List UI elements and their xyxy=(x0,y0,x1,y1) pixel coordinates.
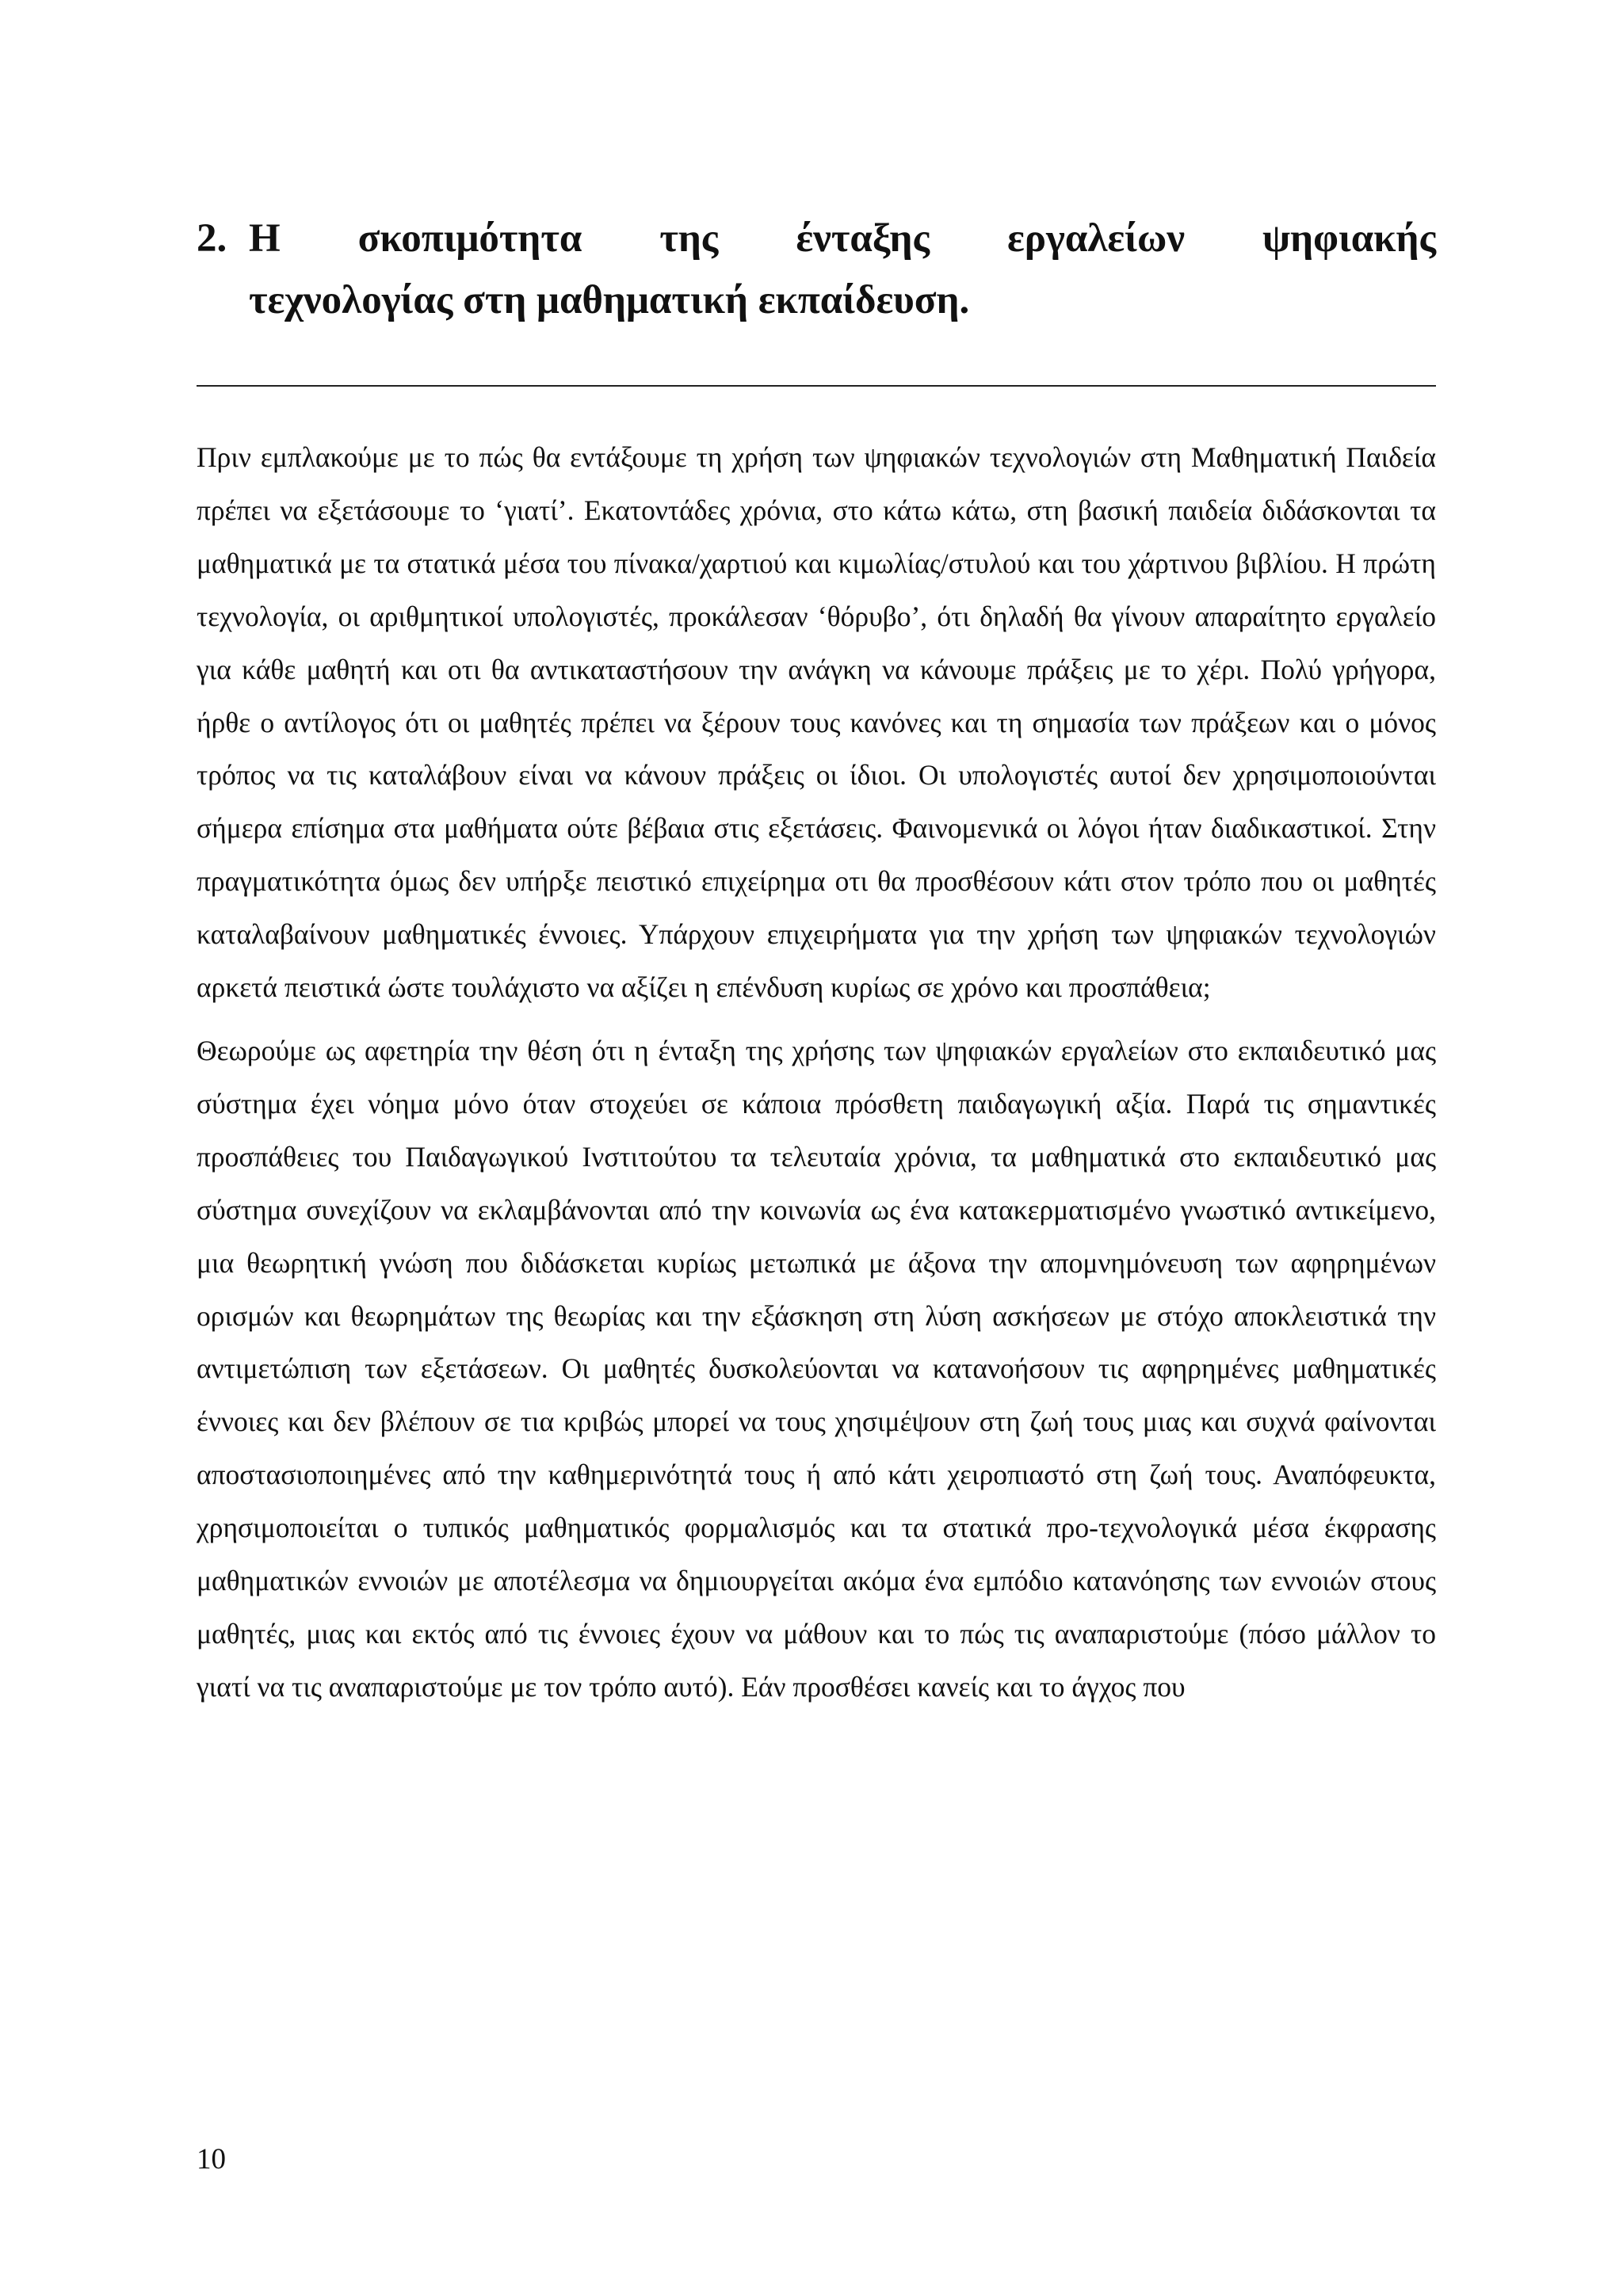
heading-divider xyxy=(197,385,1436,387)
paragraph-1: Πριν εμπλακούμε με το πώς θα εντάξουμε τη χρήση των ψηφιακών τεχνολογιών στη Μαθηματική Παιδεία πρέπει να εξετάσουμε το ‘γιατί’. Εκατοντάδες χρόνια, στο κάτω κάτω, στη βασική παιδεία διδάσκονται τα μαθηματικά με τα στατικά μέσα του πίνακα/χαρτιού και κιμωλίας/στυλού και του χάρτινου βιβλίου. Η πρώτη τεχνολογία, οι αριθμητικοί υπολογιστές, προκάλεσαν ‘θόρυβο’, ότι δηλαδή θα γίνουν απαραίτητο εργαλείο για κάθε μαθητή και οτι θα αντικαταστήσουν την ανάγκη να κάνουμε πράξεις με το χέρι. Πολύ γρήγορα, ήρθε ο αντίλογος ότι οι μαθητές πρέπει να ξέρουν τους κανόνες και τη σημασία των πράξεων και ο μόνος τρόπος να τις καταλάβουν είναι να κάνουν πράξεις οι ίδιοι. Οι υπολογιστές αυτοί δεν χρησιμοποιούνται σήμερα επίσημα στα μαθήματα ούτε βέβαια στις εξετάσεις. Φαινομενικά οι λόγοι ήταν διαδικαστικοί. Στην πραγματικότητα όμως δεν υπήρξε πειστικό επιχείρημα οτι θα προσθέσουν κάτι στον τρόπο που οι μαθητές καταλαβαίνουν μαθηματικές έννοιες. Υπάρχουν επιχειρήματα για την χρήση των ψηφιακών τεχνολογιών αρκετά πειστικά ώστε τουλάχιστο να αξίζει η επένδυση κυρίως σε χρόνο και προσπάθεια; xyxy=(197,441,1436,1004)
paragraph-2: Θεωρούμε ως αφετηρία την θέση ότι η ένταξη της χρήσης των ψηφιακών εργαλείων στο εκπαιδευτικό μας σύστημα έχει νόημα μόνο όταν στοχεύει σε κάποια πρόσθετη παιδαγωγική αξία. Παρά τις σημαντικές προσπάθειες του Παιδαγωγικού Ινστιτούτου τα τελευταία χρόνια, τα μαθηματικά στο εκπαιδευτικό μας σύστημα συνεχίζουν να εκλαμβάνονται από την κοινωνία ως ένα κατακερματισμένο γνωστικό αντικείμενο, μια θεωρητική γνώση που διδάσκεται κυρίως μετωπικά με άξονα την απομνημόνευση των αφηρημένων ορισμών και θεωρημάτων της θεωρίας και την εξάσκηση στη λύση ασκήσεων με στόχο αποκλειστικά την αντιμετώπιση των εξετάσεων. Οι μαθητές δυσκολεύονται να κατανοήσουν τις αφηρημένες μαθηματικές έννοιες και δεν βλέπουν σε τια κριβώς μπορεί να τους χησιμέψουν στη ζωή τους μιας και συχνά φαίνονται αποστασιοποιημένες από την καθημερινότητά τους ή από κάτι χειροπιαστό στη ζωή τους. Αναπόφευκτα, χρησιμοποιείται ο τυπικός μαθηματικός φορμαλισμός και τα στατικά προ-τεχνολογικά μέσα έκφρασης μαθηματικών εννοιών με αποτέλεσμα να δημιουργείται ακόμα ένα εμπόδιο κατανόησης των εννοιών στους μαθητές, μιας και εκτός από τις έννοιες έχουν να μάθουν και το πώς τις αναπαριστούμε (πόσο μάλλον το γιατί να τις αναπαριστούμε με τον τρόπο αυτό). Εάν προσθέσει κανείς και το άγχος που xyxy=(197,1034,1436,1703)
section-heading xyxy=(197,208,1436,331)
body-text xyxy=(197,431,1436,1714)
section-title-line-2: τεχνολογίας στη μαθηματική εκπαίδευση. xyxy=(249,278,970,322)
section-number: 2. xyxy=(197,216,227,261)
section-title-line-1: Η σκοπιμότητα της ένταξης εργαλείων ψηφιακής xyxy=(249,216,1436,261)
section-title xyxy=(249,208,1436,331)
page-number: 10 xyxy=(197,2143,226,2176)
